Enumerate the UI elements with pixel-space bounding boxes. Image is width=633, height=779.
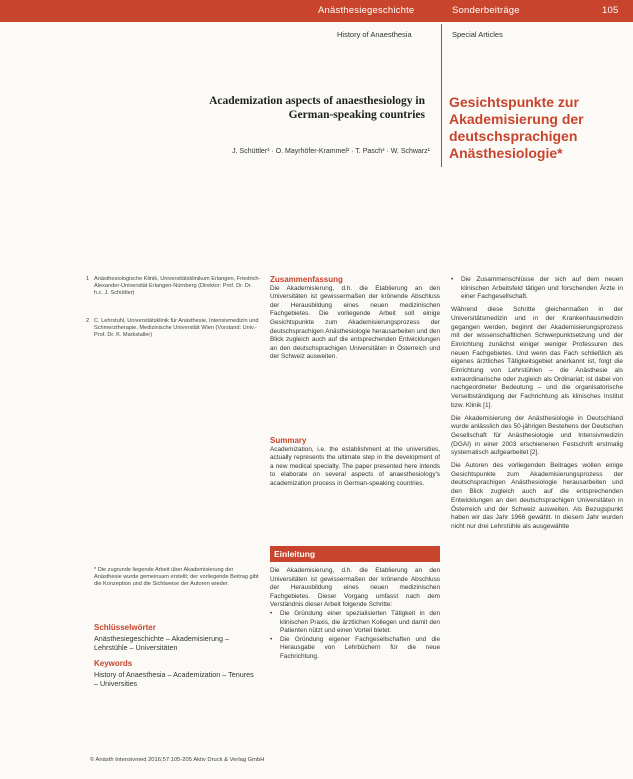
affiliation-text: C. Lehrstuhl, Universitätsklinik für Anästhesie, Intensivmedizin und Schmerztherapie, Medizinische Universität Wien (Vorstand: Univ.-Prof. Dr. K. Markstaller) [94, 318, 259, 339]
page-number: 105 [602, 5, 619, 16]
abstract-de [270, 276, 440, 362]
einleitung-bar [270, 546, 440, 562]
keywords-en: History of Anaesthesia – Academization – Tenures – Universities [94, 669, 254, 689]
list-item: • Die Gründung eigener Fachgesellschaften und die Herausgabe von Lehrbüchern für die neue Fachrichtung. [270, 636, 440, 662]
footer: © Anästh Intensivmed 2016;57:105-205 Aktiv Druck & Verlag GmbH [90, 757, 265, 763]
paragraph: Die Autoren des vorliegenden Beitrages wollen einige Gesichtspunkte zum Akademisierungsprozess der deutschsprachigen Anästhesiologie herausarbeiten und den Blick zugleich auch auf die entsprechenden Entwicklungen an den deutschsprachigen Universitäten in Österreich und der Schweiz ausweiten. Als Bezugspunkt haben wir das Jahr 1966 gewählt. In diesem Jahr wurden nicht nur drei Lehrstühle als ausgewählte [451, 462, 623, 530]
einleitung-text: Die Akademisierung, d.h. die Etablierung an den Universitäten ist gewissermaßen der krönende Abschluss der Herausbildung eines neuen medizinischen Fachgebietes. Dieser Vorgang umfasst nach dem Verständnis dieser Arbeit folgende Schritte: [270, 567, 440, 609]
affiliation-2 [86, 318, 262, 340]
header-bar [0, 0, 633, 22]
keywords-box [94, 623, 259, 689]
divider [441, 24, 442, 167]
paragraph: Die Akademisierung der Anästhesiologie in Deutschland wurde anlässlich des 50-jährigen Bestehens der Deutschen Gesellschaft für Anästhesiologie und Intensivmedizin (DGAI) in einer 2003 erschienenen Festschrift erstmalig systematisch aufgearbeitet [2]. [451, 414, 623, 457]
affiliation-number: 2 [86, 318, 90, 324]
section-label-de: Anästhesiegeschichte [318, 5, 415, 16]
affiliation-number: 1 [86, 276, 90, 282]
keywords-de-heading: Schlüsselwörter [94, 623, 156, 632]
keywords-en-heading: Keywords [94, 658, 133, 668]
zusammenfassung-heading: Zusammenfassung [270, 275, 343, 284]
title-en: Academization aspects of anaesthesiology in German-speaking countries [209, 95, 425, 121]
einleitung-body [270, 567, 440, 662]
title-de: Gesichtspunkte zur Akademisierung der deutschsprachigen Anästhesiologie* [449, 94, 584, 161]
authors: J. Schüttler¹ · O. Mayrhöfer-Krammel² · T. Pasch³ · W. Schwarz¹ [232, 148, 430, 155]
section-label-special-en: Special Articles [452, 30, 503, 39]
footnote: * Die zugrunde liegende Arbeit über Akademisierung der Anästhesie wurde gemeinsam erstellt; der vorliegende Beitrag gibt die Konzeption und die Sichtweise der Autoren wieder. [94, 567, 259, 588]
affiliation-text: Anästhesiologische Klinik, Universitätsklinikum Erlangen, Friedrich-Alexander-Universität Erlangen-Nürnberg (Direktor: Prof. Dr. Dr. h.c. J. Schüttler) [94, 276, 261, 297]
column-3 [451, 276, 623, 532]
einleitung-heading: Einleitung [274, 549, 316, 559]
keywords-de: Anästhesiegeschichte – Akademisierung – Lehrstühle – Universitäten [94, 634, 230, 653]
list-item: • Die Gründung einer spezialisierten Tätigkeit in den klinischen Praxis, die ärztlichen Kollegen und damit den Patienten nützt und einen Vorteil bietet. [270, 610, 440, 636]
paragraph: Während diese Schritte gleichermaßen in der Universitätsmedizin und in der Krankenhausmedizin gegangen werden, beginnt der Akademisierungsprozess mit der wissenschaftlichen Schwerpunktsetzung und der Einrichtung zunächst einiger weniger Professuren des neuen Fachgebietes. Und wenn das Fach schließlich als eigenes ärztliches Tätigkeitsgebiet anerkannt ist, folgt die Einrichtung von Lehrstühlen – die Anästhesie als extraordinarische oder zugleich als Ordinariat; ist dabei von nachgeordneter Bedeutung – und die organisatorische Verselbständigung der Fachrichtung als klinisches Institut bzw. Klinik [1]. [451, 306, 623, 409]
summary-heading: Summary [270, 436, 307, 445]
list-item: • Die Zusammenschlüsse der sich auf dem neuen klinischen Arbeitsfeld tätigen und forschenden Ärzte in einer Fachgesellschaft. [451, 276, 623, 302]
section-label-en: History of Anaesthesia [337, 30, 412, 39]
zusammenfassung-text: Die Akademisierung, d.h. die Etablierung an den Universitäten ist gewissermaßen der krönende Abschluss der Herausbildung eines neuen medizinischen Fachgebietes. Die vorliegende Arbeit soll einige Gesichtspunkte zum Akademisierungsprozess der deutschsprachigen Anästhesiologie herausarbeiten und den Blick zugleich auch auf die entsprechenden Entwicklungen an den deutschsprachigen Universitäten in Österreich und der Schweiz ausweiten. [270, 284, 440, 361]
abstract-en [270, 437, 440, 489]
section-label-special: Sonderbeiträge [452, 5, 520, 16]
summary-text: Academization, i.e. the establishment at the universities, actually represents the ultimate step in the development of a new medical specialty. The paper presented here intends to elaborate on several aspects of anaesthesiology's academization process in German-speaking countries. [270, 445, 440, 487]
affiliation-1 [86, 276, 262, 298]
